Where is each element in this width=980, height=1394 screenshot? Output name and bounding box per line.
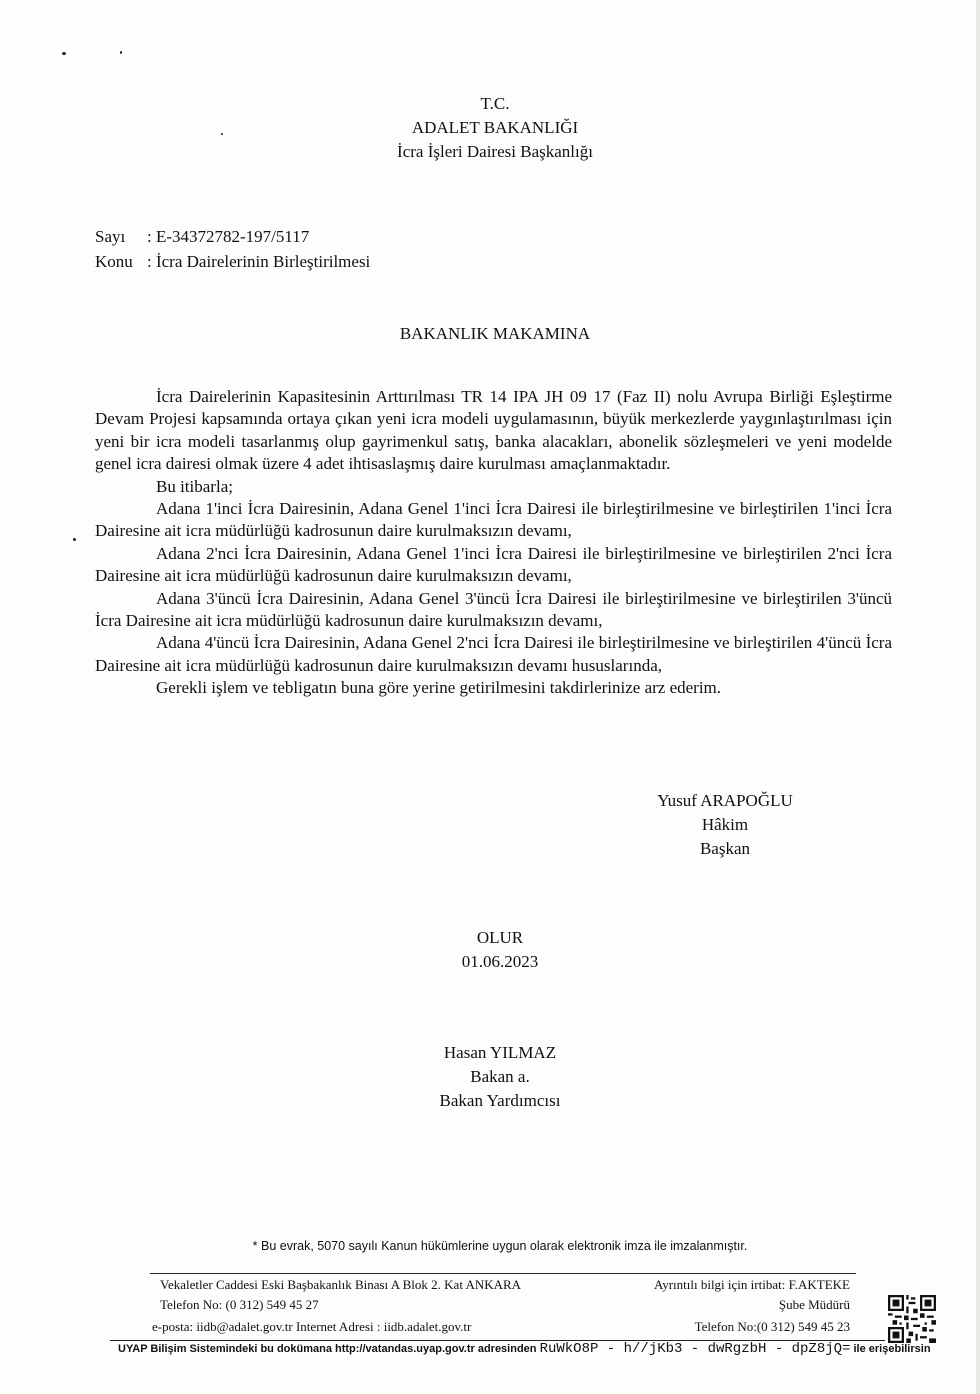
- body-paragraph: Bu itibarla;: [156, 476, 233, 496]
- esignature-note: * Bu evrak, 5070 sayılı Kanun hükümlerine uygun olarak elektronik imza ile imzalanmıştır.: [252, 1239, 748, 1253]
- scan-speck: [62, 52, 66, 55]
- footer-contact-block: [600, 1275, 850, 1337]
- meta-number-row: [95, 224, 370, 249]
- letterhead-department: İcra İşleri Dairesi Başkanlığı: [397, 142, 593, 161]
- signer-title: Başkan: [699, 839, 751, 858]
- addressee: BAKANLIK MAKAMINA: [399, 324, 591, 343]
- footer-address: Vekaletler Caddesi Eski Başbakanlık Binası A Blok 2. Kat ANKARA: [160, 1277, 522, 1292]
- letterhead-ministry: ADALET BAKANLIĞI: [411, 118, 579, 137]
- footer-divider: [150, 1273, 856, 1274]
- approval-label: OLUR: [476, 928, 524, 947]
- approver-title: Bakan Yardımcısı: [439, 1091, 561, 1110]
- letterhead-country: T.C.: [480, 94, 510, 113]
- uyap-verification-line: [118, 1341, 931, 1357]
- signature-block: [630, 789, 820, 861]
- scan-edge: [976, 0, 980, 1394]
- approval-date: 01.06.2023: [461, 952, 539, 971]
- footer-contact-phone: Telefon No:(0 312) 549 45 23: [694, 1319, 850, 1334]
- letter-body: [95, 386, 892, 700]
- signer-title: Hâkim: [701, 815, 749, 834]
- meta-number-value: : E-34372782-197/5117: [147, 227, 310, 246]
- meta-number-label: Sayı: [95, 227, 126, 246]
- footer-email: e-posta: iidb@adalet.gov.tr Internet Adresi : iidb.adalet.gov.tr: [152, 1319, 472, 1334]
- footer-contact: Ayrıntılı bilgi için irtibat: F.AKTEKE: [654, 1277, 850, 1292]
- uyap-prefix: UYAP Bilişim Sistemindeki bu dokümana http://vatandas.uyap.gov.tr adresinden: [118, 1343, 537, 1355]
- scan-speck: [221, 133, 223, 135]
- approval-block: [400, 926, 600, 974]
- uyap-suffix: ile erişebilirsin: [853, 1343, 931, 1355]
- qr-code-icon: [888, 1295, 936, 1343]
- signer-name: Yusuf ARAPOĞLU: [657, 791, 793, 810]
- body-paragraph: Adana 3'üncü İcra Dairesinin, Adana Genel 3'üncü İcra Dairesi ile birleştirilmesine ve birleştirilen 3'üncü İcra Dairesine ait icra müdürlüğü kadrosunun daire kurulmaksızın devamı,: [95, 588, 892, 631]
- footer-address-block: [152, 1275, 522, 1337]
- letterhead: [300, 92, 690, 164]
- uyap-verification-code: RuWkO8P - h//jKb3 - dwRgzbH - dpZ8jQ=: [539, 1341, 851, 1357]
- footer-contact-title: Şube Müdürü: [778, 1297, 850, 1312]
- meta-subject-row: [95, 249, 370, 274]
- approver-title: Bakan a.: [470, 1067, 530, 1086]
- meta-subject-label: Konu: [95, 252, 133, 271]
- footer-phone: Telefon No: (0 312) 549 45 27: [160, 1297, 319, 1312]
- approver-name: Hasan YILMAZ: [443, 1043, 557, 1062]
- scan-speck: [120, 51, 122, 54]
- approver-block: [380, 1041, 620, 1113]
- body-paragraph: Adana 2'nci İcra Dairesinin, Adana Genel 1'inci İcra Dairesi ile birleştirilmesine ve birleştirilen 2'nci İcra Dairesine ait icra müdürlüğü kadrosunun daire kurulmaksızın devamı,: [95, 543, 892, 586]
- body-paragraph: İcra Dairelerinin Kapasitesinin Arttırılması TR 14 IPA JH 09 17 (Faz II) nolu Avrupa Birliği Eşleştirme Devam Projesi kapsamında ortaya çıkan yeni icra modeli uygulamasının, büyük merkezlerde yaygınlaştırılması için yeni bir icra modeli tasarlanmış olup gayrimenkul satış, banka alacakları, abonelik sözleşmeleri ve yeni modelde genel icra dairesi olmak üzere 4 adet ihtisaslaşmış daire kurulması amaçlanmaktadır.: [95, 387, 892, 474]
- body-paragraph: Adana 4'üncü İcra Dairesinin, Adana Genel 2'nci İcra Dairesi ile birleştirilmesine ve birleştirilen 4'üncü İcra Dairesine ait icra müdürlüğü kadrosunun daire kurulmaksızın devamı hususlarında,: [95, 633, 892, 675]
- meta-subject-value: : İcra Dairelerinin Birleştirilmesi: [147, 252, 371, 271]
- body-paragraph: Gerekli işlem ve tebligatın buna göre yerine getirilmesini takdirlerinize arz ederim.: [156, 678, 722, 698]
- body-paragraph: Adana 1'inci İcra Dairesinin, Adana Genel 1'inci İcra Dairesi ile birleştirilmesine ve birleştirilen 1'inci İcra Dairesine ait icra müdürlüğü kadrosunun daire kurulmaksızın devamı,: [95, 499, 892, 541]
- document-meta: [95, 224, 370, 274]
- scan-speck: [73, 538, 76, 541]
